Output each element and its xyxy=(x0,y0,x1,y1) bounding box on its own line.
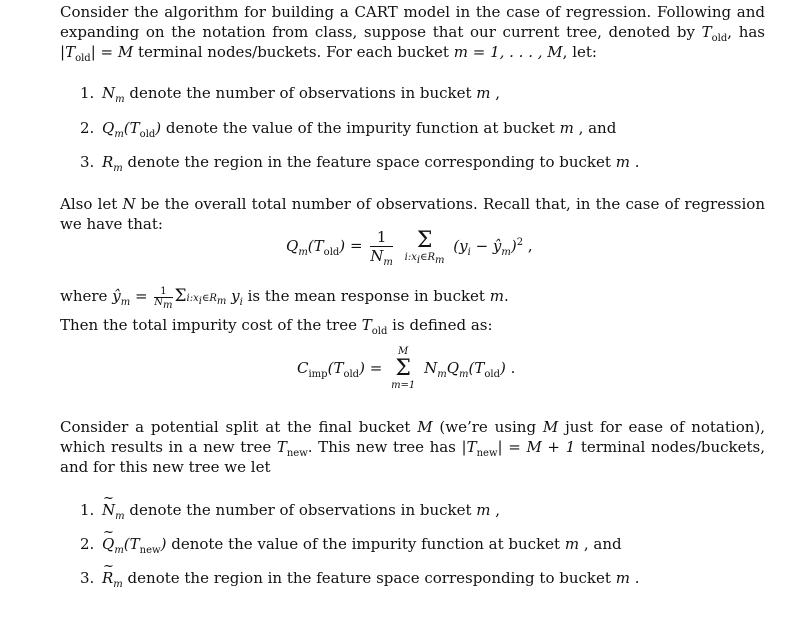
equation-impurity: $Q_m(T_{old})$ = $\frac{1}{N_m}$ Σ $i:x_i\in R_m$ ($y_i$ − $ŷ_m)^2$ , xyxy=(286,227,533,268)
list2-item-3: 3.~ $R_m$ denote the region in the feature space corresponding to bucket m . xyxy=(80,568,770,588)
equation-total-impurity: $C_{imp}(T_{old})$ = M Σ m=1 $N_mQ_m(T_{old})$ . xyxy=(297,346,516,391)
then-line: Then the total impurity cost of the tree $T_{old}$ is defined as: xyxy=(60,316,493,337)
list2-item-2: 2.~ $Q_m(T_{new})$ denote the value of the impurity function at bucket m , and xyxy=(80,534,770,554)
also-paragraph: Also let N be the overall total number of observations. Recall that, in the case of regression we have that: xyxy=(60,195,765,233)
intro-paragraph: Consider the algorithm for building a CART model in the case of regression. Following and expanding on the notation from class, suppose that our current tree, denoted by $T_{old}$, has $|T_{old}| = M$ terminal nodes/buckets. For each bucket m = 1, . . . , M, let: xyxy=(60,3,765,64)
list2-item-1: 1.~ $N_m$ denote the number of observations in bucket m , xyxy=(80,500,770,520)
list1-item-2: 2. $Q_m(T_{old})$ denote the value of the impurity function at bucket m , and xyxy=(80,119,617,140)
math-T-old: $T_{old}$ xyxy=(701,23,728,44)
consider-paragraph: Consider a potential split at the final bucket M (we’re using M just for ease of notation), which results in a new tree $T_{new}$. This new tree has $|T_{new}| = M + 1$ terminal nodes/buckets, and for this new tree we let xyxy=(60,418,766,476)
list1-item-1: 1. $N_m$ denote the number of observations in bucket m , xyxy=(80,84,501,105)
sum-symbol: Σ xyxy=(416,227,433,253)
where-line: where $ŷ_m$ = $\frac{1}{N_m}$ $\Sigma i:x_i\in R_m$ $y_i$ is the mean response in bucket m. xyxy=(60,285,509,311)
sum-symbol: Σ xyxy=(395,356,411,381)
list1-item-3: 3. $R_m$ denote the region in the feature space corresponding to bucket m . xyxy=(80,153,640,174)
